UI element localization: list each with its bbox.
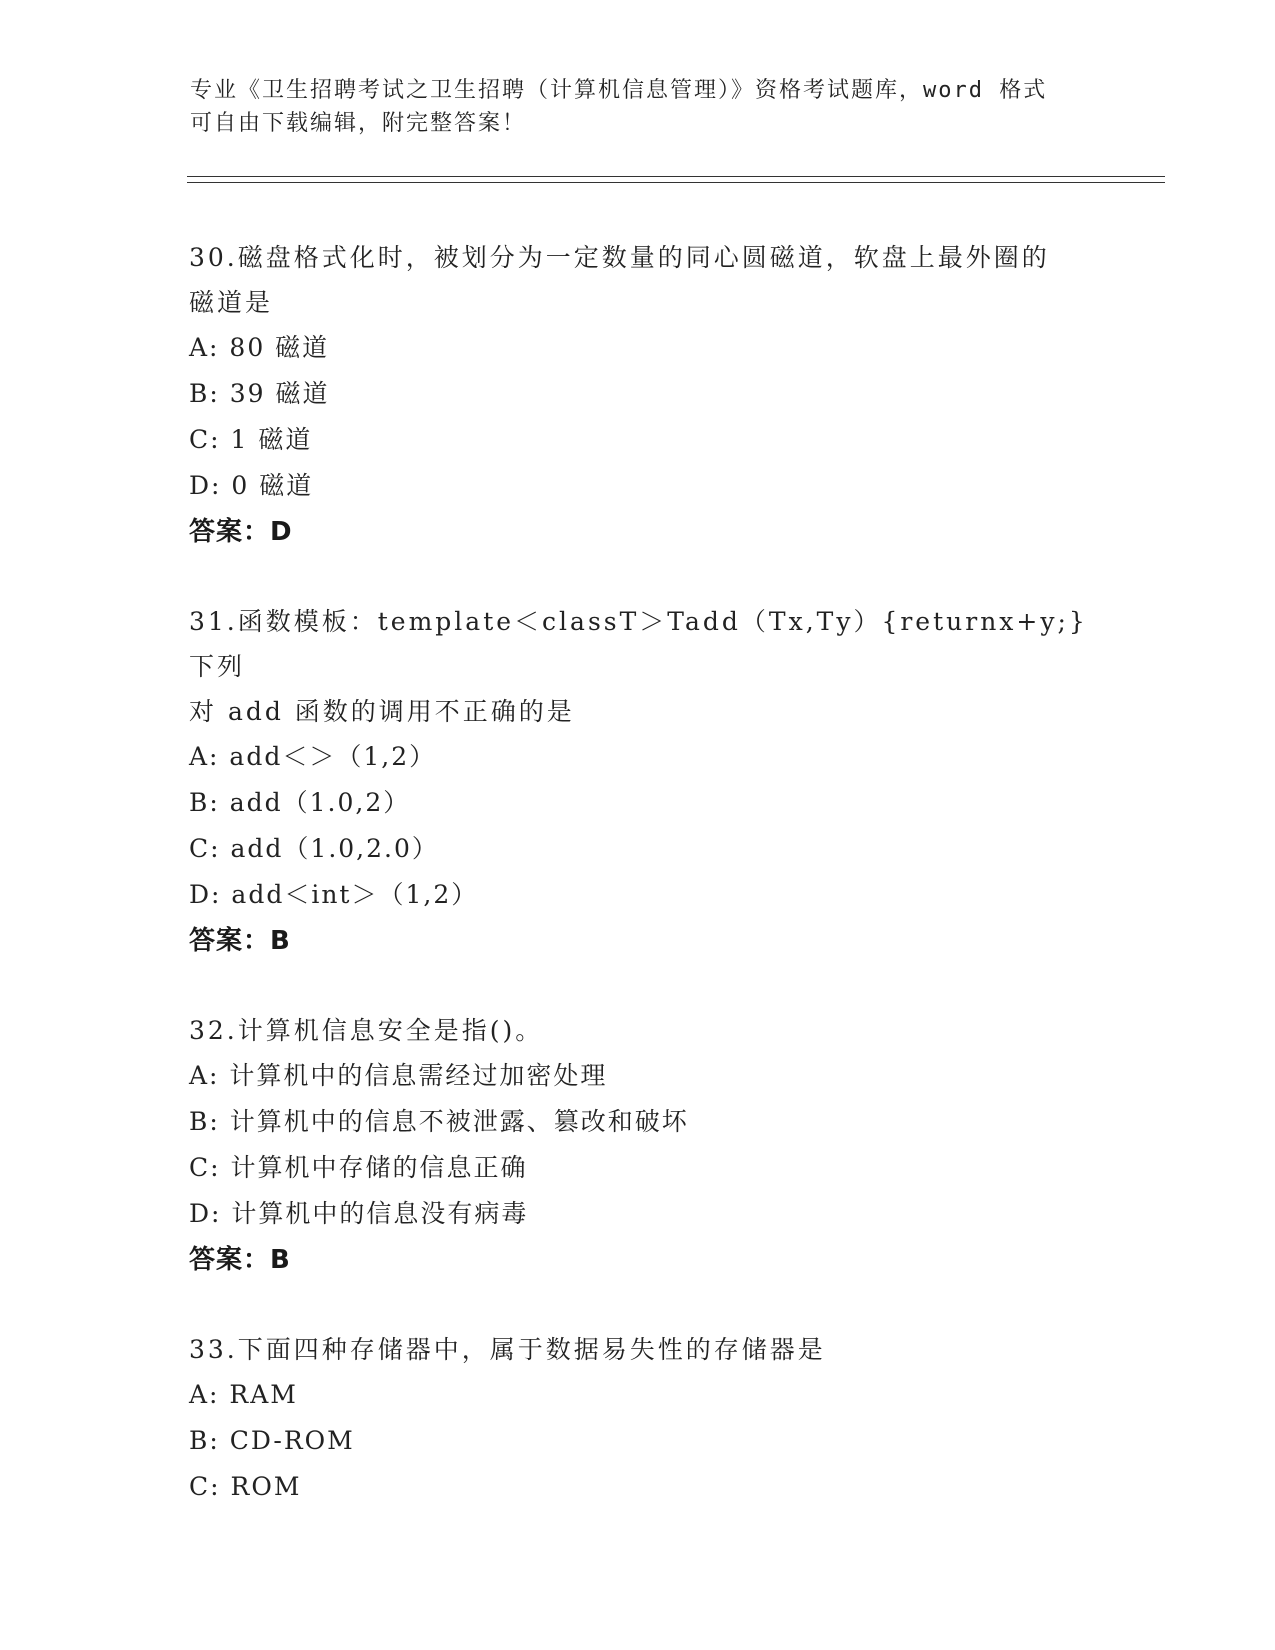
document-header [190,74,1090,140]
option-a: A: RAM [189,1380,298,1409]
question-item [189,235,1089,555]
option-c: C: ROM [189,1472,302,1501]
option-a: A: 80 磁道 [189,333,330,362]
question-item [189,1327,1089,1510]
answer-label: 答案：B [189,926,291,956]
question-text: 32.计算机信息安全是指()。 [189,1016,544,1045]
option-d: D: 0 磁道 [189,471,314,500]
header-divider-bottom [187,182,1165,183]
answer-label: 答案：B [189,1245,291,1275]
option-b: B: 计算机中的信息不被泄露、篡改和破坏 [189,1107,689,1136]
question-item [189,1008,1089,1283]
header-divider-top [187,176,1165,177]
option-c: C: 计算机中存储的信息正确 [189,1153,528,1182]
question-text: 30.磁盘格式化时，被划分为一定数量的同心圆磁道，软盘上最外圈的 磁道是 [189,243,1050,317]
option-b: B: add（1.0,2） [189,788,411,817]
question-text: 33.下面四种存储器中，属于数据易失性的存储器是 [189,1335,826,1364]
option-d: D: add＜int＞（1,2） [189,880,479,909]
question-list [189,235,1089,1554]
header-line-2: 可自由下载编辑，附完整答案！ [190,111,527,136]
option-a: A: add＜＞（1,2） [189,742,437,771]
option-b: B: CD-ROM [189,1426,355,1455]
option-c: C: 1 磁道 [189,425,313,454]
option-b: B: 39 磁道 [189,379,330,408]
header-line-1: 专业《卫生招聘考试之卫生招聘（计算机信息管理）》资格考试题库，word 格式 [190,78,1048,103]
option-d: D: 计算机中的信息没有病毒 [189,1199,529,1228]
answer-label: 答案：D [189,517,293,547]
question-text: 31.函数模板：template＜classT＞Tadd（Tx,Ty）{returnx+y;}下列 对 add 函数的调用不正确的是 [189,607,1088,726]
option-c: C: add（1.0,2.0） [189,834,439,863]
question-item [189,599,1089,964]
option-a: A: 计算机中的信息需经过加密处理 [189,1061,608,1090]
